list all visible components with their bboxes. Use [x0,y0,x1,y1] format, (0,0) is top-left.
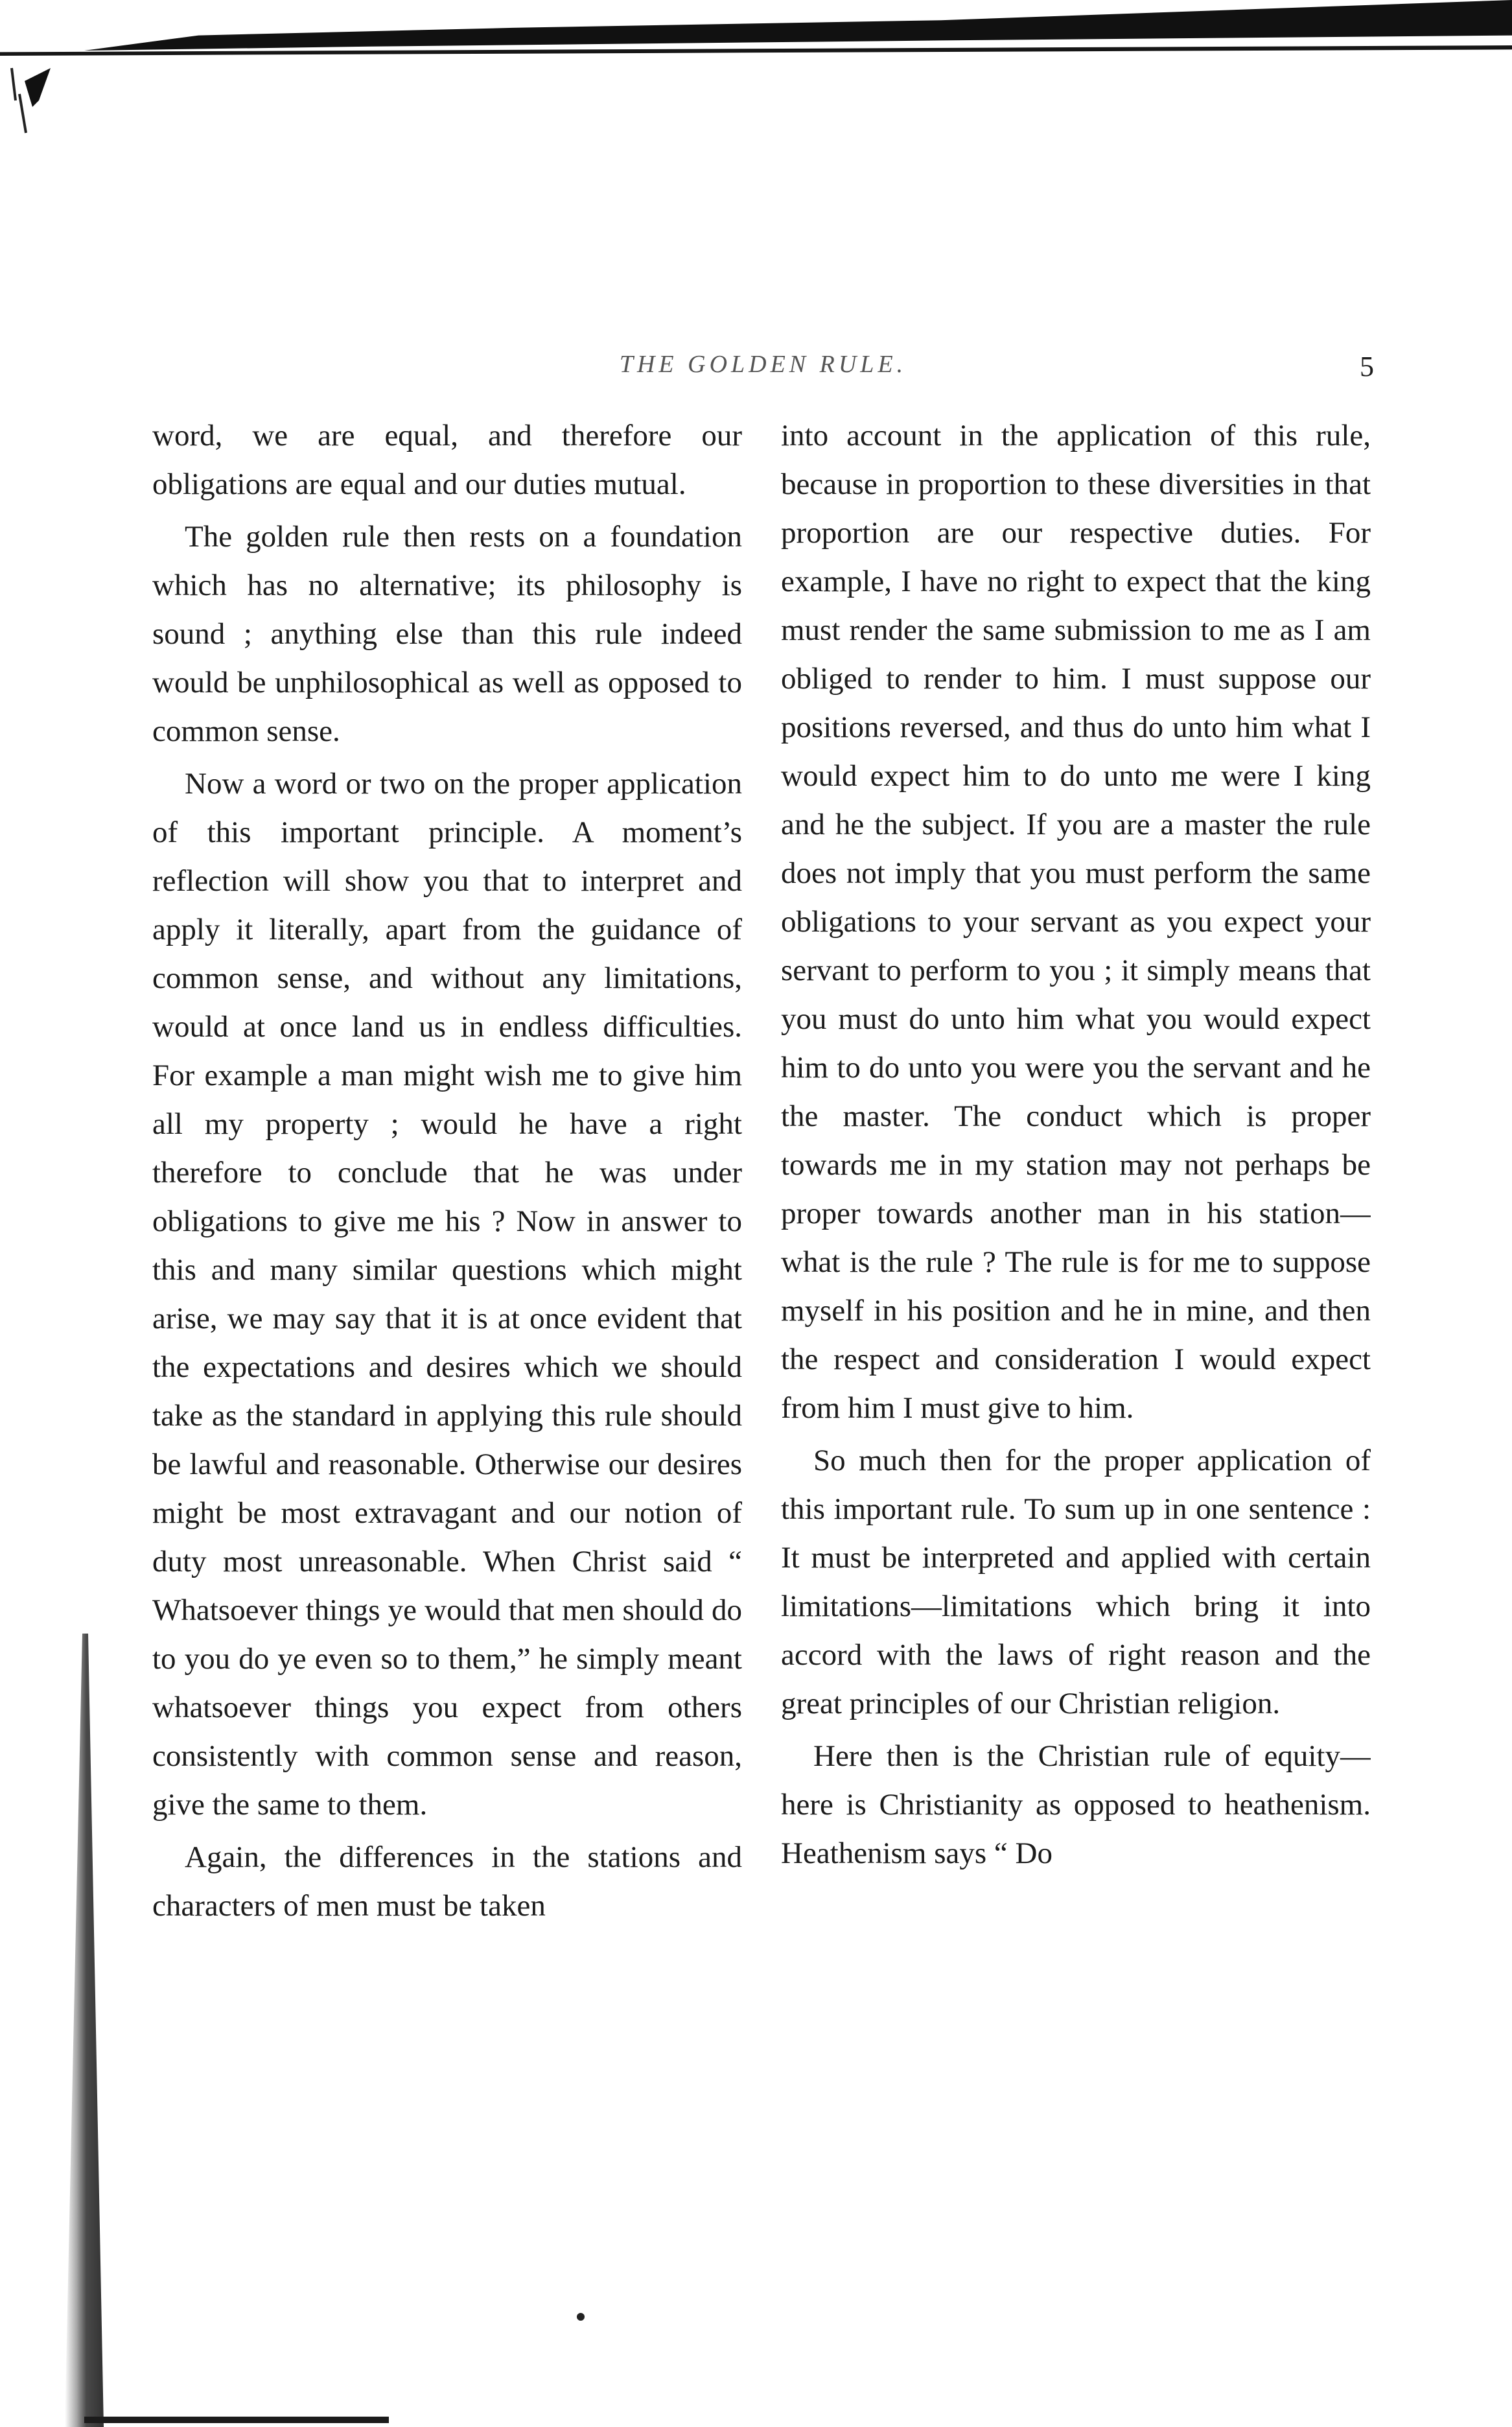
running-header [152,350,1374,389]
scan-binding-edge [65,1634,104,2427]
ink-speck [577,2313,585,2321]
scan-bottom-line [84,2417,389,2423]
paragraph: So much then for the proper application of this important rule. To sum up in one sentence : It must be interpreted and applied with certain limitations—limitations which bring it into accord with the laws of right reason and the great principles of our Christian religion. [781,1444,1371,1720]
paragraph: Again, the differences in the stations and characters of men must be taken [152,1840,742,1923]
paragraph: into account in the application of this rule, because in proportion to these diversities in that proportion are our respective duties. For example, I have no right to expect that the king must render the same submission to me as I am obliged to render to him. I must suppose our positions reversed, and thus do unto him what I would expect him to do unto me were I king and he the subject. If you are a master the rule does not imply that you must perform the same obligations to your servant as you expect your servant to perform to you ; it simply means that you must do unto him what you would expect him to do unto you were you the servant and he the master. The conduct which is proper towards me in my station may not perhaps be proper towards another man in his station—what is the rule ? The rule is for me to suppose myself in his position and he in mine, and then the respect and consideration I would expect from him I must give to him. [781,419,1371,1425]
page-number: 5 [1360,351,1374,382]
text-column-left [152,412,742,2317]
paragraph: Now a word or two on the proper application of this important principle. A moment’s reflection will show you that to interpret and apply it literally, apart from the guidance of common sense, and without any limitations, would at once land us in endless difficulties. For example a man might wish me to give him all my property ; would he have a right therefore to conclude that he was under obligations to give me his ? Now in answer to this and many similar questions which might arise, we may say that it is at once evident that the expectations and desires which we should take as the standard in applying this rule should be lawful and reasonable. Otherwise our desires might be most extravagant and our notion of duty most unreasonable. When Christ said “ Whatsoever things ye would that men should do to you do ye even so to them,” he simply meant whatsoever things you expect from others consistently with common sense and reason, give the same to them. [152,767,742,1822]
paragraph: word, we are equal, and therefore our obligations are equal and our duties mutual. [152,419,742,501]
scan-top-border [84,0,1512,51]
paragraph: The golden rule then rests on a foundation which has no alternative; its philosophy is sound ; anything else than this rule indeed would be unphilosophical as well as opposed to common sense. [152,520,742,748]
running-title: THE GOLDEN RULE. [619,351,907,378]
paragraph: Here then is the Christian rule of equity—here is Christianity as opposed to heathenism. Heathenism says “ Do [781,1739,1371,1870]
text-column-right [781,412,1371,2317]
scan-corner-mark [6,62,52,139]
